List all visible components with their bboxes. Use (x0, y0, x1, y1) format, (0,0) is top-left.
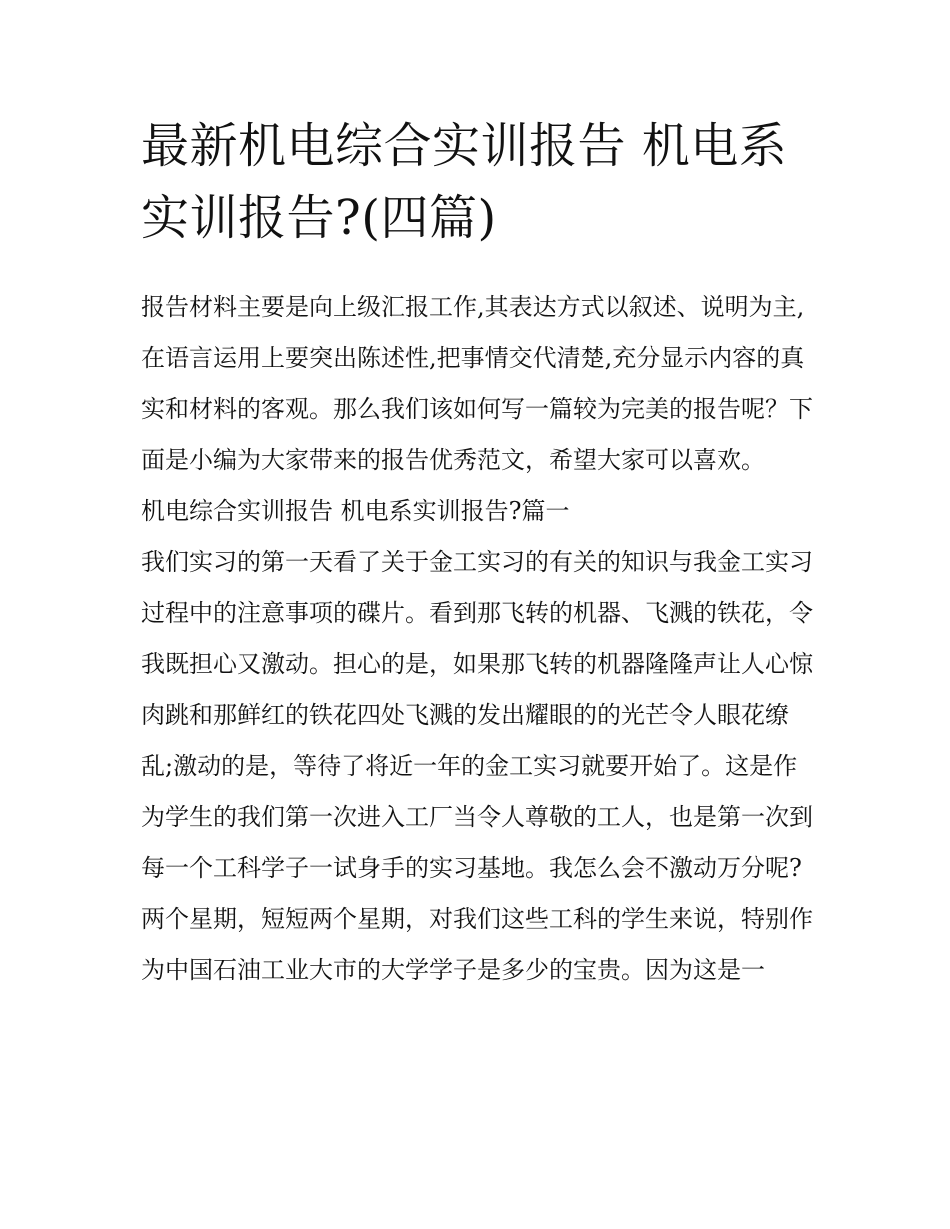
body-paragraph: 两个星期，短短两个星期，对我们这些工科的学生来说，特别作为中国石油工业大市的大学学子是多少的宝贵。因为这是一 (141, 905, 813, 984)
section-heading: 机电综合实训报告 机电系实训报告?篇一 (141, 497, 570, 525)
document-title: 最新机电综合实训报告 机电系实训报告?(四篇) (141, 118, 788, 246)
document-page (141, 110, 813, 996)
body-paragraph: 我们实习的第一天看了关于金工实习的有关的知识与我金工实习过程中的注意事项的碟片。看到那飞转的机器、飞溅的铁花，令我既担心又激动。担心的是，如果那飞转的机器隆隆声让人心惊肉跳和那鲜红的铁花四处飞溅的发出耀眼的的光芒令人眼花缭乱;激动的是，等待了将近一年的金工实习就要开始了。这是作为学生的我们第一次进入工厂当令人尊敬的工人，也是第一次到每一个工科学子一试身手的实习基地。我怎么会不激动万分呢? (141, 548, 813, 882)
intro-paragraph: 报告材料主要是向上级汇报工作,其表达方式以叙述、说明为主,在语言运用上要突出陈述性,把事情交代清楚,充分显示内容的真实和材料的客观。那么我们该如何写一篇较为完美的报告呢？下面是小编为大家带来的报告优秀范文，希望大家可以喜欢。 (141, 293, 813, 474)
